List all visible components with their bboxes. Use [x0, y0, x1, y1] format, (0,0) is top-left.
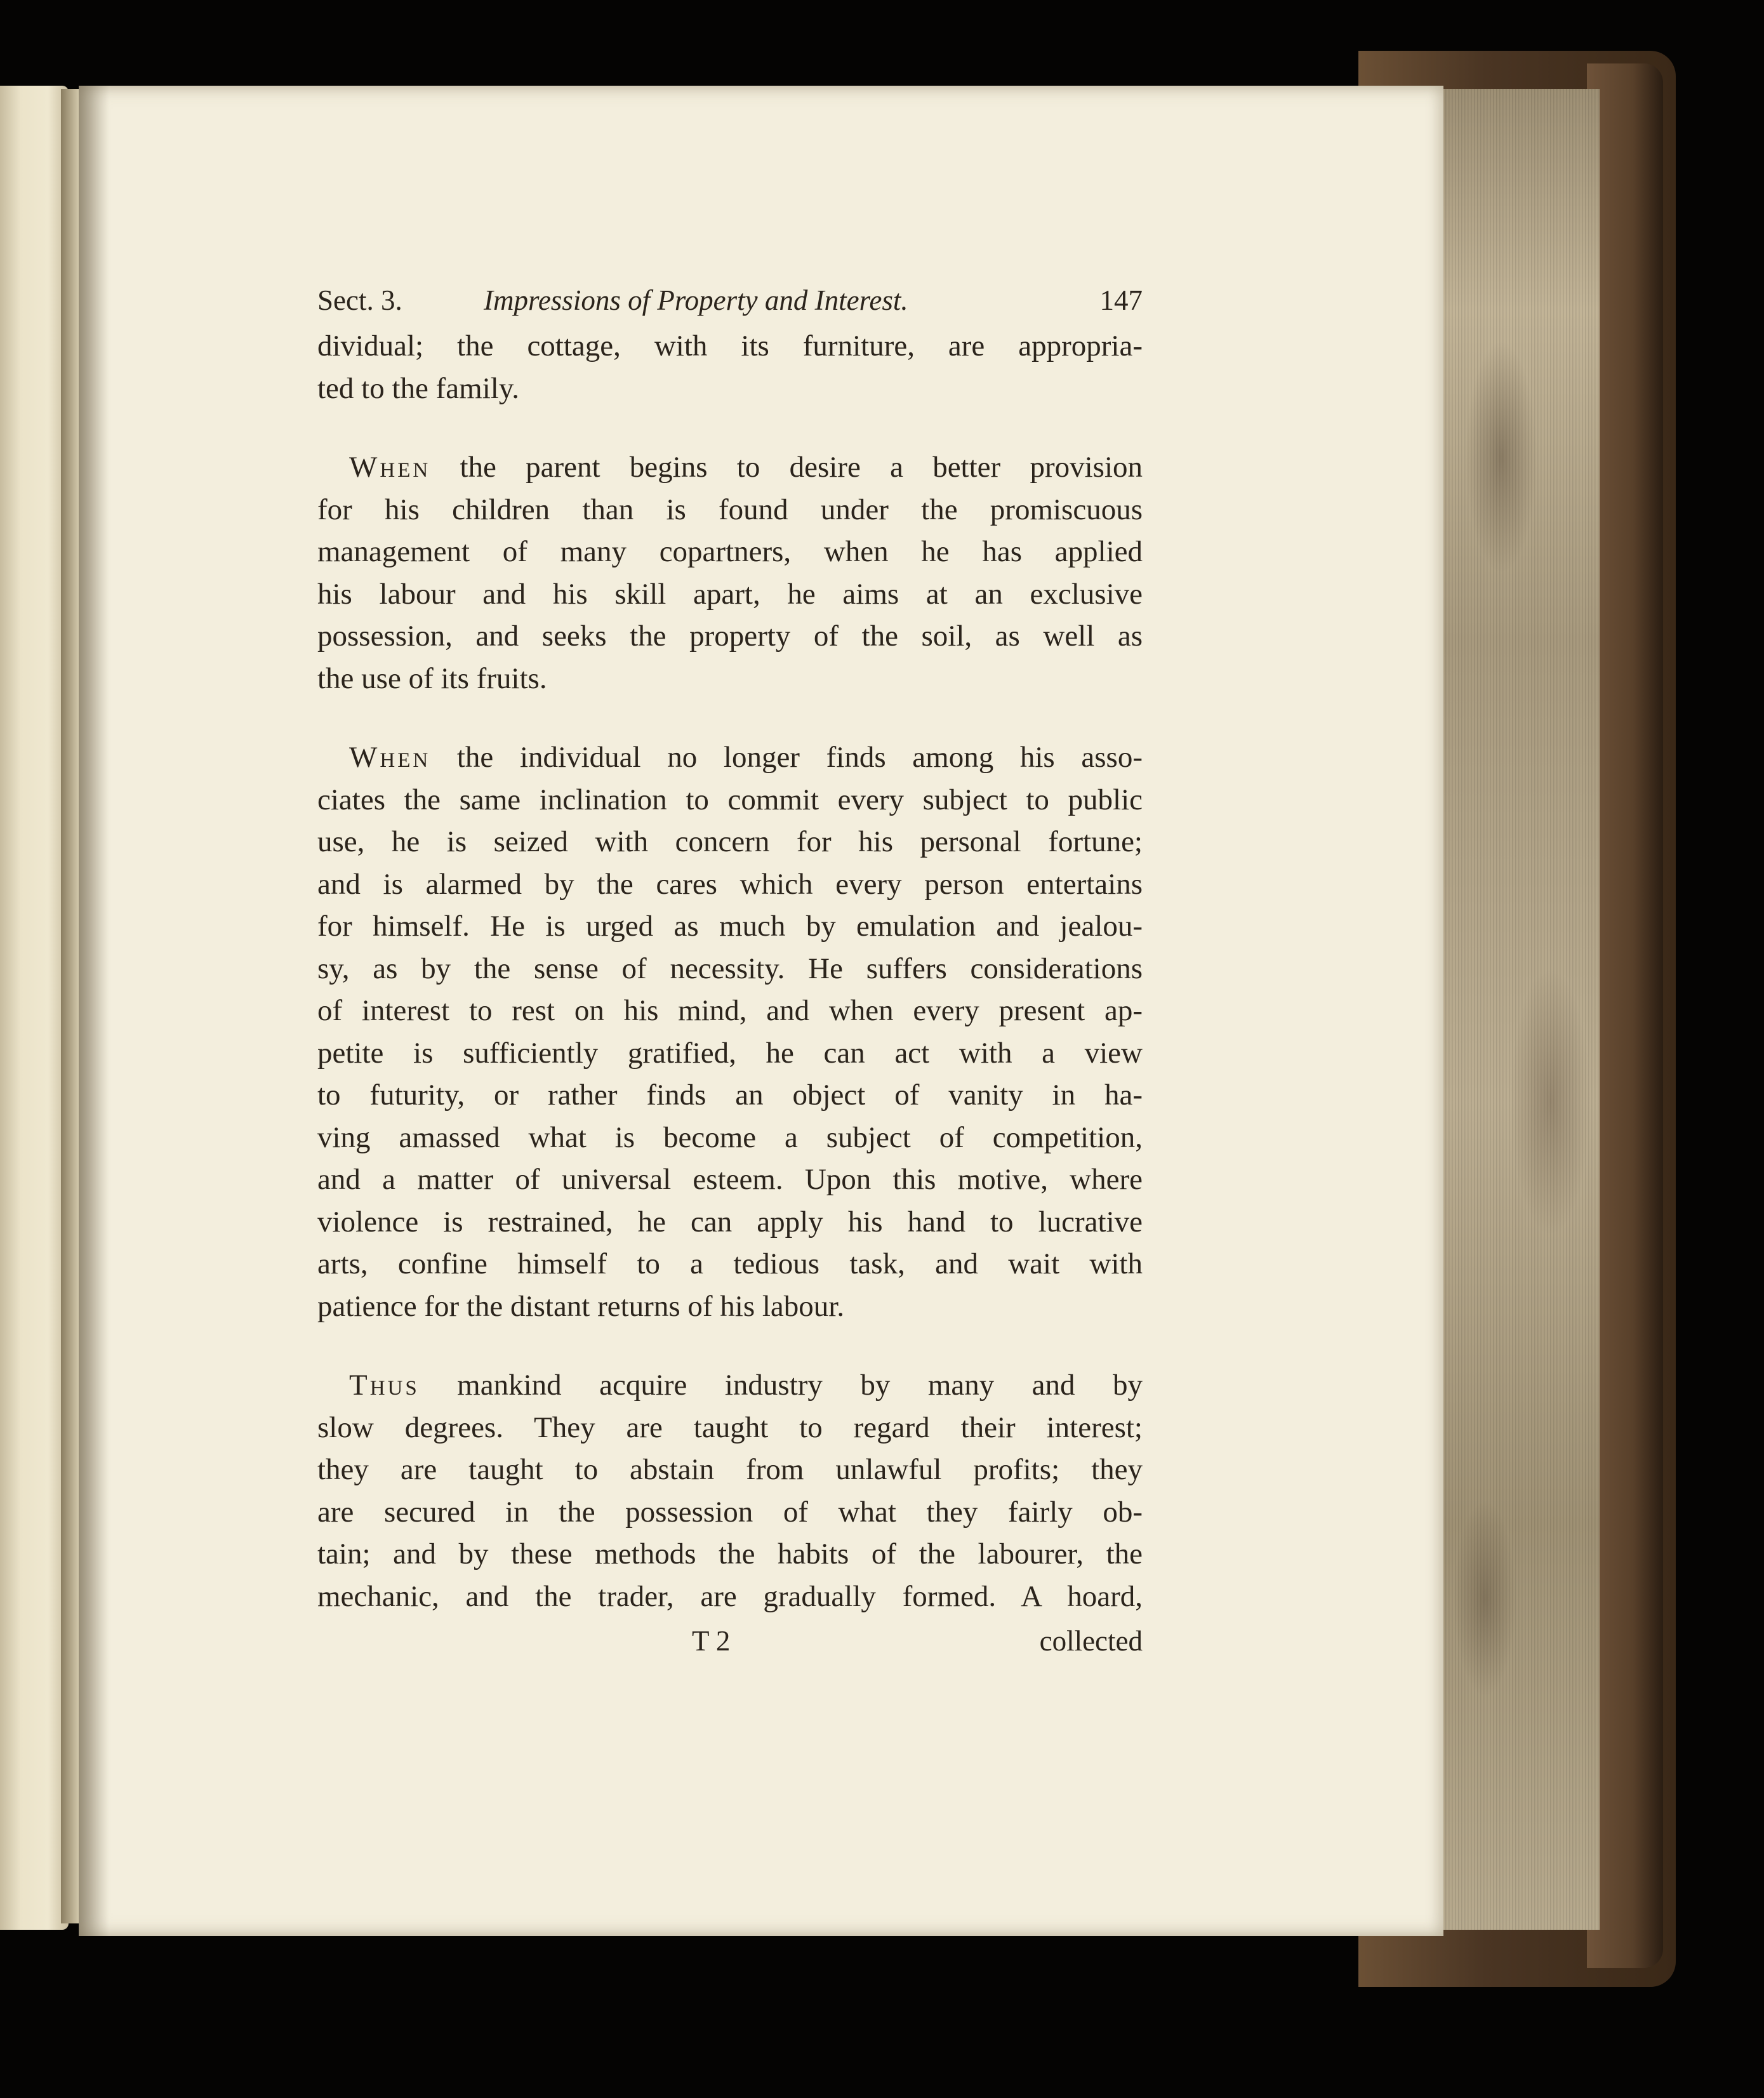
- page-number: 147: [1099, 284, 1143, 316]
- text-line: management of many copartners, when he has applied: [317, 535, 1143, 568]
- paragraph: [317, 325, 1143, 409]
- text-line: patience for the distant returns of his labour.: [317, 1289, 845, 1323]
- section-label: Sect. 3.: [317, 284, 402, 316]
- running-head: [317, 279, 1143, 321]
- lead-word: When: [349, 451, 431, 484]
- text-line: mechanic, and the trader, are gradually formed. A hoard,: [317, 1579, 1143, 1613]
- text-block: [317, 279, 1143, 1662]
- text-line: his labour and his skill apart, he aims at an exclusive: [317, 577, 1143, 611]
- text-line: violence is restrained, he can apply his hand to lucrative: [317, 1205, 1143, 1238]
- text-line: ciates the same inclination to commit every subject to public: [317, 783, 1143, 816]
- text-line: [317, 446, 1143, 489]
- text-line: slow degrees. They are taught to regard their interest;: [317, 1411, 1143, 1444]
- text-line: use, he is seized with concern for his personal fortune;: [317, 825, 1143, 858]
- text-line: are secured in the possession of what they fairly ob-: [317, 1495, 1143, 1529]
- text-line: of interest to rest on his mind, and when every present ap-: [317, 994, 1143, 1027]
- catchword: collected: [1039, 1625, 1143, 1657]
- text-line: and is alarmed by the cares which every person entertains: [317, 867, 1143, 901]
- page-fold-shadow: [79, 86, 109, 1936]
- text-line: and a matter of universal esteem. Upon this motive, where: [317, 1163, 1143, 1196]
- text-line: for himself. He is urged as much by emulation and jealou-: [317, 910, 1143, 943]
- text-line: ted to the family.: [317, 371, 520, 405]
- lead-word: Thus: [349, 1369, 420, 1402]
- text-line: dividual; the cottage, with its furniture, are appropria-: [317, 329, 1143, 362]
- previous-page-edge: [0, 86, 69, 1930]
- text-line: [317, 1364, 1143, 1407]
- page-footer: [317, 1620, 1143, 1662]
- text-line: petite is sufficiently gratified, he can act with a view: [317, 1036, 1143, 1070]
- paragraph: [317, 1364, 1143, 1617]
- text-line: sy, as by the sense of necessity. He suffers considerations: [317, 952, 1143, 985]
- text-line: tain; and by these methods the habits of the labourer, the: [317, 1537, 1143, 1570]
- paragraph: [317, 446, 1143, 700]
- page-block-stain: [1436, 89, 1600, 1930]
- signature-mark: T 2: [692, 1625, 731, 1657]
- lead-word: When: [349, 741, 431, 774]
- text-line: [317, 736, 1143, 779]
- running-title: Impressions of Property and Interest.: [484, 284, 908, 316]
- line-text: mankind acquire industry by many and by: [419, 1369, 1143, 1402]
- text-line: they are taught to abstain from unlawful profits; they: [317, 1453, 1143, 1486]
- text-line: arts, confine himself to a tedious task, and wait with: [317, 1247, 1143, 1280]
- text-line: possession, and seeks the property of the soil, as well as: [317, 620, 1143, 653]
- line-text: the parent begins to desire a better provision: [430, 451, 1143, 484]
- text-line: ving amassed what is become a subject of competition,: [317, 1120, 1143, 1154]
- text-line: to futurity, or rather finds an object of vanity in ha-: [317, 1079, 1143, 1112]
- text-line: the use of its fruits.: [317, 661, 547, 695]
- line-text: the individual no longer finds among his asso-: [430, 741, 1143, 774]
- paragraph: [317, 736, 1143, 1327]
- text-line: for his children than is found under the promiscuous: [317, 493, 1143, 526]
